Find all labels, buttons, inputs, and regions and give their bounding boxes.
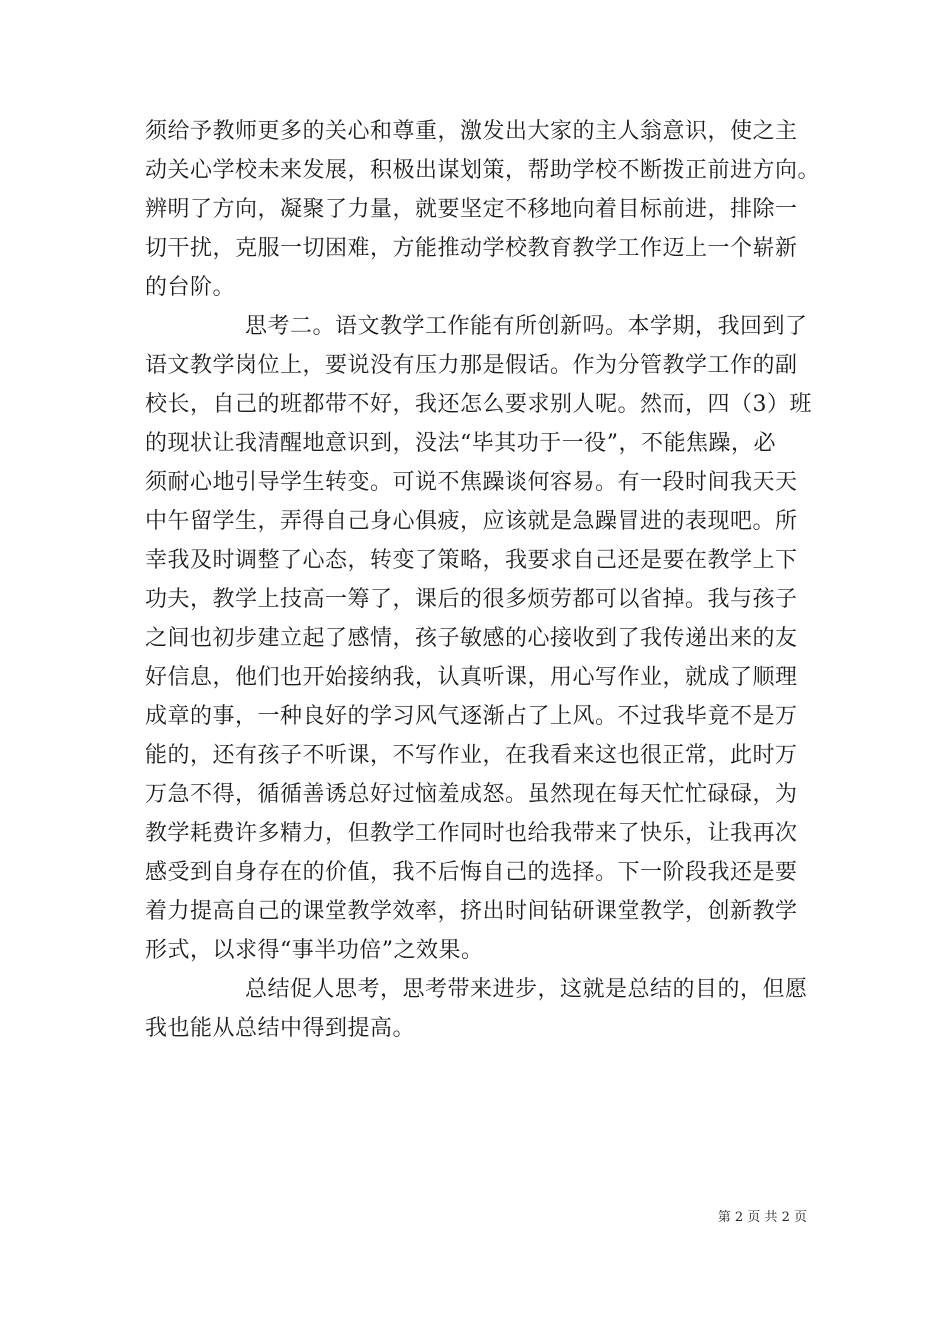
text-line: 幸我及时调整了心态，转变了策略，我要求自己还是要在教学上下 [145,548,798,573]
page-number-footer: 第 2 页 共 2 页 [717,1210,807,1225]
paragraph-start-line: 总结促人思考，思考带来进步，这就是总结的目的，但愿 [245,977,808,1002]
text-line: 须给予教师更多的关心和尊重，激发出大家的主人翁意识，使之主 [145,119,798,144]
text-line: 之间也初步建立起了感情，孩子敏感的心接收到了我传递出来的友 [145,626,798,651]
text-line: 的台阶。 [145,275,236,300]
text-line: 须耐心地引导学生转变。可说不焦躁谈何容易。有一段时间我天天 [145,470,798,495]
text-line: 校长，自己的班都带不好，我还怎么要求别人呢。然而，四（3）班 [145,392,812,417]
text-line: 好信息，他们也开始接纳我，认真听课，用心写作业，就成了顺理 [145,665,798,690]
text-line: 辨明了方向，凝聚了力量，就要坚定不移地向着目标前进，排除一 [145,197,798,222]
text-line: 教学耗费许多精力，但教学工作同时也给我带来了快乐，让我再次 [145,821,798,846]
text-line: 万急不得，循循善诱总好过恼羞成怒。虽然现在每天忙忙碌碌，为 [145,782,798,807]
text-line: 感受到自身存在的价值，我不后悔自己的选择。下一阶段我还是要 [145,860,798,885]
text-line: 功夫，教学上技高一筹了，课后的很多烦劳都可以省掉。我与孩子 [145,587,798,612]
text-line: 能的，还有孩子不听课，不写作业，在我看来这也很正常，此时万 [145,743,798,768]
text-line: 的现状让我清醒地意识到，没法“毕其功于一役”，不能焦躁，必 [145,431,776,456]
text-line: 形式，以求得“事半功倍”之效果。 [145,938,484,963]
text-line: 着力提高自己的课堂教学效率，挤出时间钻研课堂教学，创新教学 [145,899,798,924]
body-text [145,112,821,1048]
text-line: 语文教学岗位上，要说没有压力那是假话。作为分管教学工作的副 [145,353,798,378]
text-line: 成章的事，一种良好的学习风气逐渐占了上风。不过我毕竟不是万 [145,704,798,729]
text-line: 中午留学生，弄得自己身心俱疲，应该就是急躁冒进的表现吧。所 [145,509,798,534]
text-line: 我也能从总结中得到提高。 [145,1016,416,1041]
text-line: 动关心学校未来发展，积极出谋划策，帮助学校不断拨正前进方向。 [145,158,821,183]
text-line: 切干扰，克服一切困难，方能推动学校教育教学工作迈上一个崭新 [145,236,798,261]
paragraph-start-line: 思考二。语文教学工作能有所创新吗。本学期，我回到了 [245,314,808,339]
